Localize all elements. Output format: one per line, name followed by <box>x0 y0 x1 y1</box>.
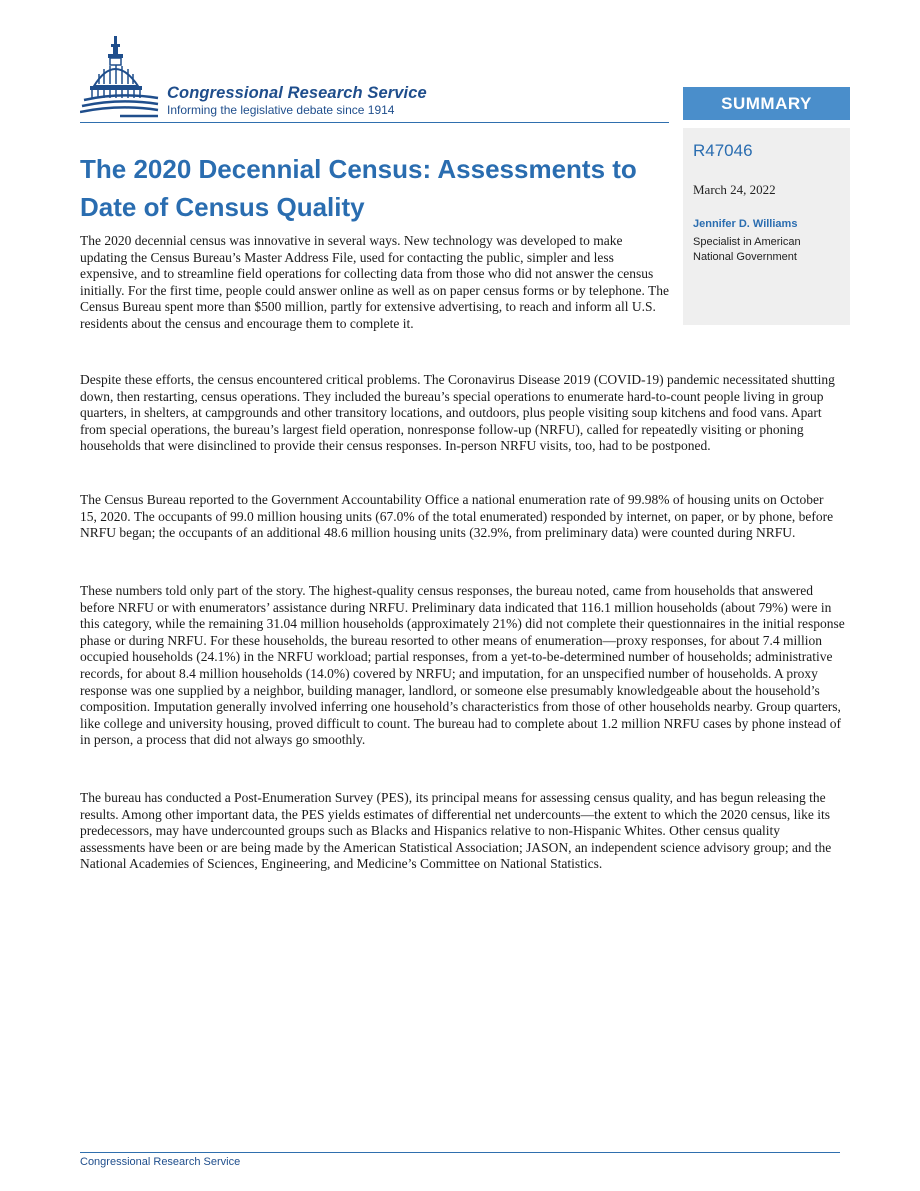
summary-paragraph: These numbers told only part of the story. The highest-quality census responses, the bureau noted, came from households that answered before NRFU or with enumerators’ assistance during NRFU. Preliminary data indicated that 116.1 million households (about 79%) were in this category, while the remaining 31.04 million households (approximately 21%) did not complete their questionnaires in the initial response phase or during NRFU. For these households, the bureau resorted to other means of enumeration—proxy responses, for about 7.4 million occupied households (24.1%) in the NRFU workload; partial responses, from a yet-to-be-determined number of households; administrative records, for about 8.4 million households (14.0%) covered by NRFU; and imputation, for an unspecified number of households. A proxy response was one supplied by a neighbor, building manager, landlord, or someone else presumably knowledgeable about the household’s composition. Imputation generally involved inferring one household’s characteristics from those of other households nearby. Group quarters, like college and university housing, proved difficult to count. The bureau had to complete about 1.2 million NRFU cases by phone instead of in person, a process that did not always go smoothly. <box>80 583 845 748</box>
report-date: March 24, 2022 <box>693 182 776 197</box>
org-tagline: Informing the legislative debate since 1914 <box>167 103 395 117</box>
crs-logo <box>80 34 480 124</box>
report-number: R47046 <box>693 141 753 160</box>
page-title: The 2020 Decennial Census: Assessments to Date of Census Quality <box>80 154 637 222</box>
summary-paragraph: Despite these efforts, the census encountered critical problems. The Coronavirus Disease 2019 (COVID-19) pandemic necessitated shutting down, then restarting, census operations. They included the bureau’s special operations to enumerate hard-to-count people living in group quarters, in shelters, at campgrounds and other transitory locations, and outdoors, plus people visiting soup kitchens and food vans. Apart from special operations, the bureau’s largest field operation, nonresponse follow-up (NRFU), called for repeatedly visiting or phoning households that were disinclined to provide their census responses. In-person NRFU visits, too, had to be postponed. <box>80 372 835 454</box>
summary-paragraph: The Census Bureau reported to the Government Accountability Office a national enumeration rate of 99.98% of housing units on October 15, 2020. The occupants of 99.0 million housing units (67.0% of the total enumerated) responded by internet, on paper, or by phone, before NRFU began; the occupants of an additional 48.6 million housing units (32.9%, from preliminary data) were counted during NRFU. <box>80 492 834 541</box>
summary-paragraph: The 2020 decennial census was innovative in several ways. New technology was developed to make updating the Census Bureau’s Master Address File, used for contacting the public, simpler and less expensive, and to streamline field operations for collecting data from those who did not answer the census initially. For the first time, people could answer online as well as on paper census forms or by telephone. The Census Bureau spent more than $500 million, partly for extensive advertising, to reach and inform all U.S. residents about the census and encourage them to complete it. <box>80 233 669 331</box>
footer-org-name: Congressional Research Service <box>80 1156 241 1168</box>
footer-divider <box>80 1152 840 1153</box>
capitol-dome-icon <box>80 34 160 122</box>
author-role: Specialist in American National Government <box>693 236 801 263</box>
summary-tab: SUMMARY <box>683 87 850 120</box>
summary-paragraph: The bureau has conducted a Post-Enumeration Survey (PES), its principal means for assessing census quality, and has begun releasing the results. Among other important data, the PES yields estimates of differential net undercounts—the extent to which the 2020 census, like its predecessors, may have undercounted groups such as Blacks and Hispanics relative to non-Hispanic Whites. Other census quality assessments have been or are being made by the American Statistical Association; JASON, an independent science advisory group; and the National Academies of Sciences, Engineering, and Medicine’s Committee on National Statistics. <box>80 790 832 872</box>
summary-sidebar <box>683 128 850 325</box>
header-divider <box>80 122 669 123</box>
org-name: Congressional Research Service <box>167 84 427 102</box>
author-name: Jennifer D. Williams <box>693 218 798 230</box>
